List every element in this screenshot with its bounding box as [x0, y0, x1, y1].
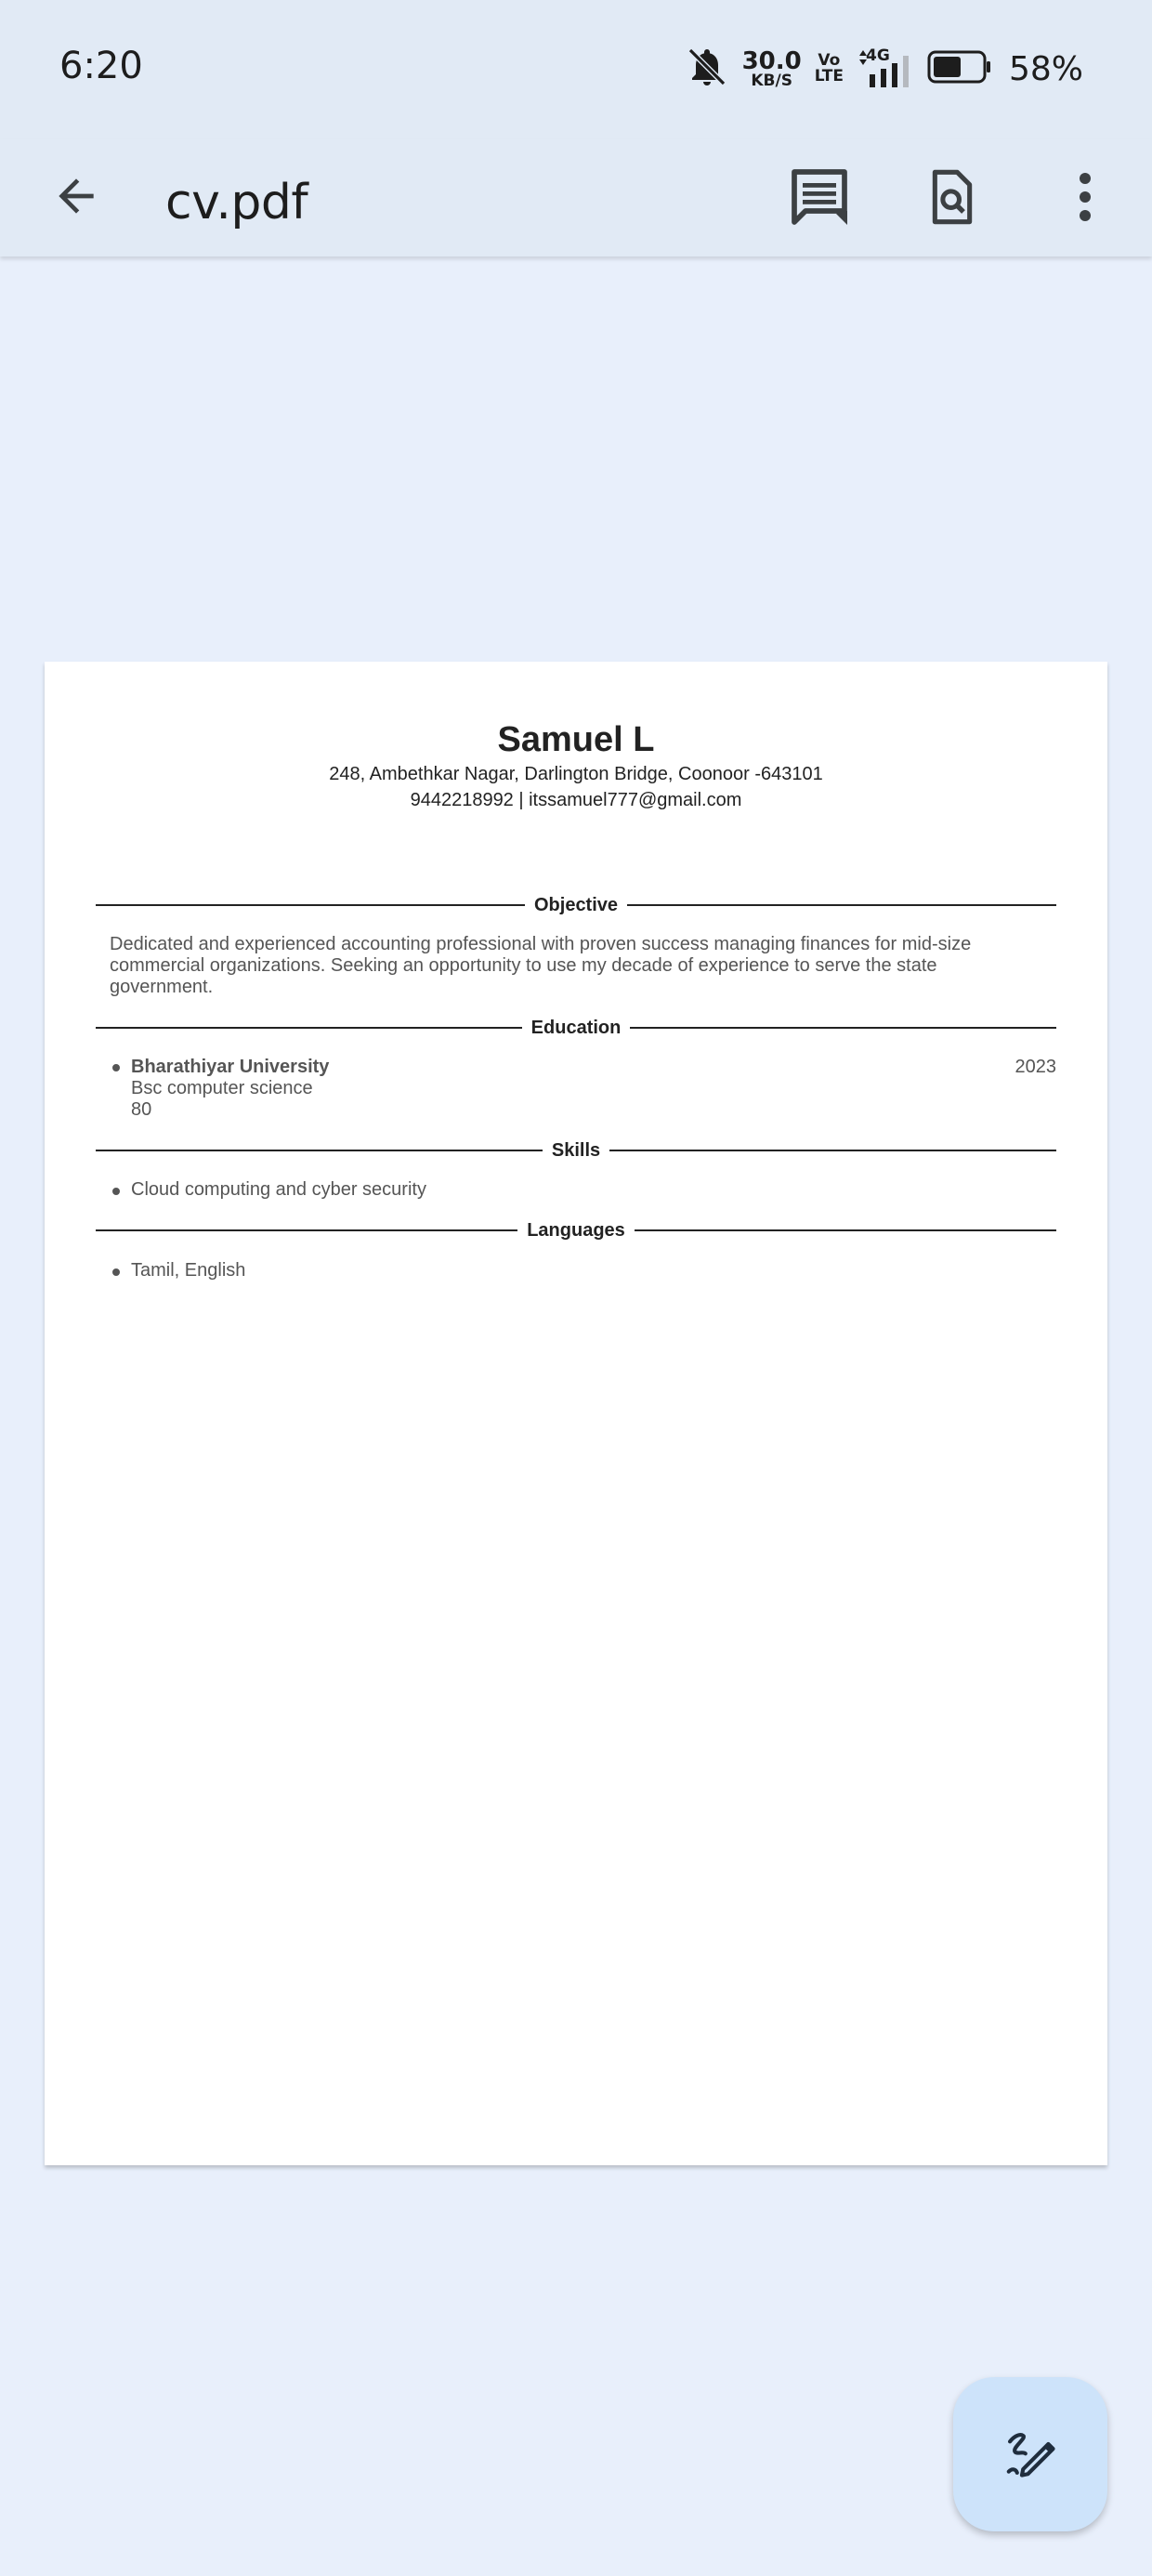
section-title-skills: Skills: [551, 1139, 601, 1161]
cv-contact: 9442218992 | itssamuel777@gmail.com: [410, 790, 742, 810]
back-arrow-icon: [50, 170, 102, 227]
battery-icon: [927, 49, 992, 89]
network-speed-unit: KB/S: [751, 71, 792, 90]
section-rule: [96, 904, 525, 906]
education-score: 80: [131, 1099, 152, 1120]
section-title-objective: Objective: [533, 894, 619, 915]
skills-item: Cloud computing and cyber security: [131, 1179, 426, 1200]
section-rule: [635, 1229, 1056, 1231]
find-in-page-icon: [923, 167, 982, 231]
mute-bell-icon: [685, 45, 729, 94]
more-vert-icon: [1076, 169, 1094, 230]
languages-item: Tamil, English: [131, 1260, 246, 1281]
education-degree: Bsc computer science: [131, 1078, 313, 1098]
back-button[interactable]: [37, 164, 115, 232]
network-speed-value: 30.0: [741, 46, 802, 75]
volte-bottom: LTE: [814, 67, 844, 85]
app-bar: [0, 139, 1152, 256]
education-institution: Bharathiyar University: [131, 1057, 330, 1077]
cv-name: Samuel L: [497, 720, 655, 759]
status-icons: [685, 43, 1083, 95]
bullet: [112, 1064, 120, 1071]
section-title-languages: Languages: [527, 1219, 625, 1241]
section-languages: [96, 1216, 1056, 1244]
status-bar: [0, 0, 1152, 139]
objective-text: Dedicated and experienced accounting professional with proven success managing finances for mid-size commercial organizations. Seeking an opportunity to use my decade of experience to serve the state government.: [110, 934, 972, 997]
more-options-button[interactable]: [1039, 152, 1132, 245]
section-rule: [96, 1150, 543, 1151]
find-in-page-button[interactable]: [906, 152, 999, 245]
annotate-fab[interactable]: [953, 2377, 1107, 2531]
section-objective: [96, 891, 1056, 919]
status-time: 6:20: [59, 45, 143, 87]
network-type: 4G: [865, 46, 890, 65]
network-speed: [741, 46, 802, 90]
section-rule: [96, 1229, 517, 1231]
annotate-pen-icon: [1001, 2424, 1059, 2486]
battery-percent: 58%: [1008, 49, 1083, 88]
bullet: [112, 1188, 120, 1195]
document-title: cv.pdf: [165, 175, 308, 230]
volte-top: Vo: [818, 51, 841, 70]
comment-icon: [786, 164, 853, 235]
section-rule: [609, 1150, 1056, 1151]
education-year: 2023: [1015, 1057, 1056, 1077]
section-rule: [630, 1027, 1056, 1029]
section-skills: [96, 1137, 1056, 1164]
pdf-page[interactable]: [45, 662, 1107, 2165]
bullet: [112, 1268, 120, 1276]
comments-button[interactable]: [773, 152, 866, 245]
volte-indicator: [815, 53, 844, 85]
signal-icon: [857, 46, 914, 91]
section-education: [96, 1014, 1056, 1042]
cv-address: 248, Ambethkar Nagar, Darlington Bridge, Coonoor -643101: [329, 764, 823, 784]
section-title-education: Education: [530, 1017, 622, 1038]
section-rule: [627, 904, 1056, 906]
section-rule: [96, 1027, 522, 1029]
